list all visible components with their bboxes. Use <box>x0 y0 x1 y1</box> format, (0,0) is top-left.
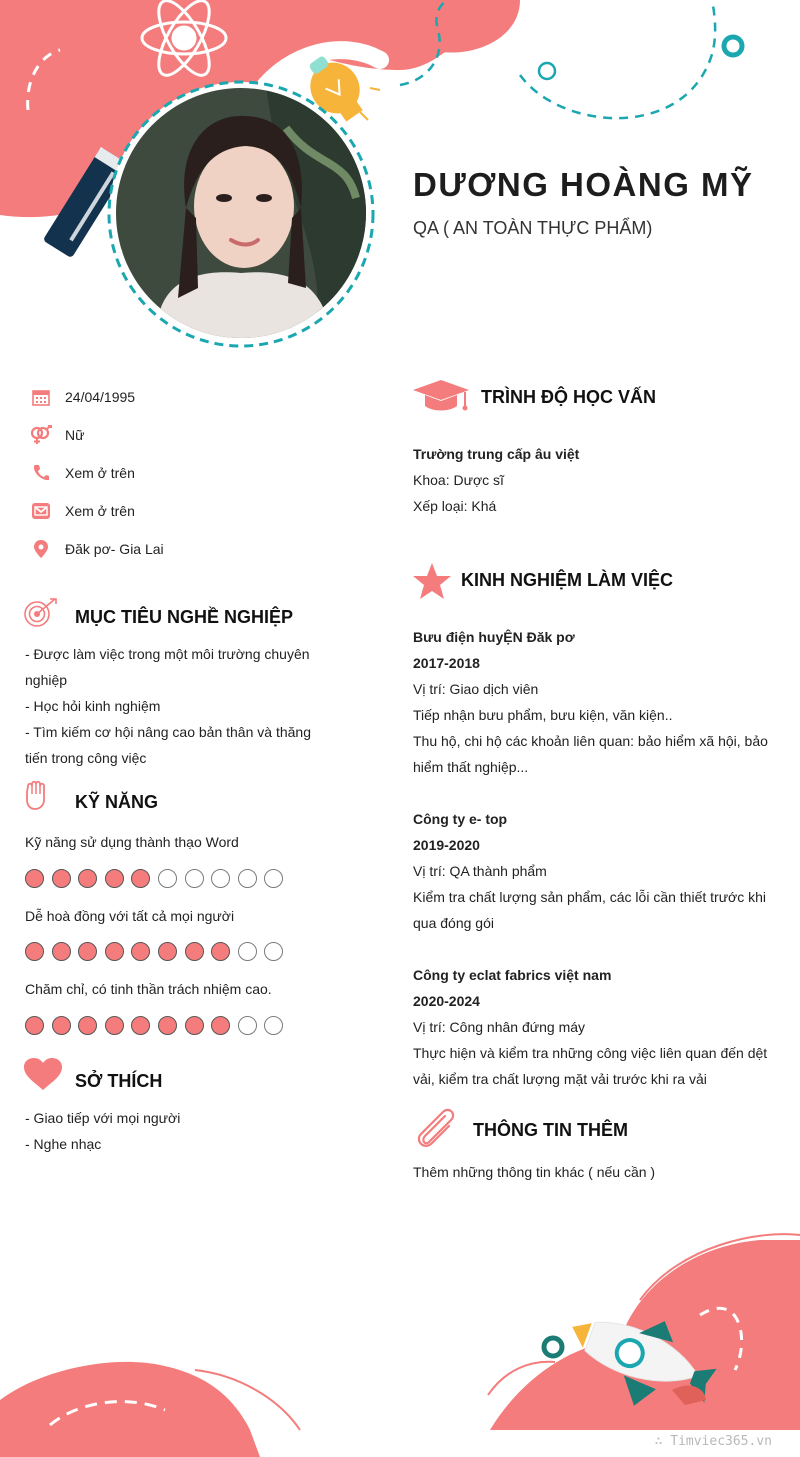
rating-dot-filled <box>211 1016 230 1035</box>
rating-dot-filled <box>185 1016 204 1035</box>
star-icon <box>413 563 451 604</box>
education-block <box>413 441 579 519</box>
job-detail: Vị trí: Giao dịch viên <box>413 681 539 697</box>
rating-dot-empty <box>238 869 257 888</box>
rating-dot-filled <box>131 869 150 888</box>
rating-dot-filled <box>211 942 230 961</box>
rating-dot-filled <box>52 942 71 961</box>
rating-dot-empty <box>264 942 283 961</box>
rating-dot-empty <box>238 1016 257 1035</box>
birthday-text: 24/04/1995 <box>65 389 136 405</box>
rating-dot-filled <box>52 1016 71 1035</box>
objective-line: - Học hỏi kinh nghiệm <box>25 698 161 714</box>
job-detail: hiểm thất nghiệp... <box>413 759 529 775</box>
objective-line: tiến trong công việc <box>25 750 147 766</box>
job-detail: Thực hiện và kiểm tra những công việc liên quan đến dệt <box>413 1045 768 1061</box>
skill-rating <box>25 869 283 888</box>
rating-dot-filled <box>25 869 44 888</box>
objective-line: - Tìm kiếm cơ hội nâng cao bản thân và thăng <box>25 724 311 740</box>
candidate-name: DƯƠNG HOÀNG MỸ <box>413 166 754 203</box>
objective-title: MỤC TIÊU NGHỀ NGHIỆP <box>75 607 294 627</box>
gender-text: Nữ <box>65 427 85 443</box>
rating-dot-empty <box>238 942 257 961</box>
education-title: TRÌNH ĐỘ HỌC VẤN <box>481 387 656 407</box>
additional-text: Thêm những thông tin khác ( nếu cần ) <box>413 1164 656 1180</box>
job-entry <box>413 806 783 936</box>
rating-dot-filled <box>52 869 71 888</box>
heart-icon <box>24 1058 62 1095</box>
job-detail: Vị trí: QA thành phẩm <box>413 863 547 879</box>
job-detail: qua đóng gói <box>413 915 494 931</box>
rating-dot-empty <box>211 869 230 888</box>
rating-dot-empty <box>264 1016 283 1035</box>
address-row <box>30 536 330 562</box>
birthday-row <box>30 384 330 410</box>
skills-title: KỸ NĂNG <box>75 792 159 812</box>
job-detail: Tiếp nhận bưu phẩm, bưu kiện, văn kiện.. <box>413 707 673 723</box>
profile-photo <box>116 88 366 338</box>
job-title: QA ( AN TOÀN THỰC PHẨM) <box>413 218 653 238</box>
company-name: Công ty eclat fabrics việt nam <box>413 967 612 983</box>
job-entry <box>413 624 783 780</box>
rating-dot-filled <box>78 1016 97 1035</box>
job-period: 2017-2018 <box>413 655 480 671</box>
job-detail: Thu hộ, chi hộ các khoản liên quan: bảo hiểm xã hội, bảo <box>413 733 768 749</box>
hobbies-text <box>25 1105 180 1157</box>
company-name: Bưu điện huyỆN Đăk pơ <box>413 629 575 645</box>
watermark: ∴ Timviec365.vn <box>654 1434 772 1449</box>
rating-dot-empty <box>158 869 177 888</box>
graduation-cap-icon <box>413 380 469 419</box>
hobby-item: - Giao tiếp với mọi người <box>25 1110 181 1126</box>
rating-dot-filled <box>185 942 204 961</box>
skill-label: Dễ hoà đồng với tất cả mọi người <box>25 908 235 924</box>
skill-rating <box>25 1016 283 1035</box>
rating-dot-filled <box>105 869 124 888</box>
objective-line: nghiệp <box>25 672 68 688</box>
company-name: Công ty e- top <box>413 811 508 827</box>
address-text: Đăk pơ- Gia Lai <box>65 541 164 557</box>
gender-icon <box>30 424 52 446</box>
job-detail: vải, kiểm tra chất lượng mặt vải trước khi ra vải <box>413 1071 707 1087</box>
email-text: Xem ở trên <box>65 503 135 519</box>
skill-label: Chăm chỉ, có tinh thần trách nhiệm cao. <box>25 981 272 997</box>
phone-row <box>30 460 330 486</box>
calendar-icon <box>30 386 52 408</box>
gender-row <box>30 422 330 448</box>
rating-dot-filled <box>105 942 124 961</box>
experience-title: KINH NGHIỆM LÀM VIỆC <box>461 570 674 590</box>
education-major: Khoa: Dược sĩ <box>413 472 504 488</box>
objective-line: - Được làm việc trong một môi trường chuyên <box>25 646 310 662</box>
objective-text <box>25 641 325 771</box>
skill-label: Kỹ năng sử dụng thành thạo Word <box>25 834 239 850</box>
email-icon <box>30 500 52 522</box>
phone-text: Xem ở trên <box>65 465 135 481</box>
rating-dot-filled <box>105 1016 124 1035</box>
job-period: 2019-2020 <box>413 837 480 853</box>
additional-title: THÔNG TIN THÊM <box>473 1120 628 1140</box>
hobbies-title: SỞ THÍCH <box>75 1071 163 1091</box>
rating-dot-filled <box>131 942 150 961</box>
rating-dot-filled <box>78 942 97 961</box>
rating-dot-filled <box>25 1016 44 1035</box>
location-pin-icon <box>30 538 52 560</box>
rating-dot-filled <box>25 942 44 961</box>
fist-icon <box>24 780 48 815</box>
target-icon <box>24 598 58 633</box>
paperclip-icon <box>415 1108 459 1155</box>
job-period: 2020-2024 <box>413 993 480 1009</box>
email-row <box>30 498 330 524</box>
rating-dot-empty <box>264 869 283 888</box>
phone-icon <box>30 462 52 484</box>
job-detail: Kiểm tra chất lượng sản phẩm, các lỗi cần thiết trước khi <box>413 889 767 905</box>
rating-dot-filled <box>131 1016 150 1035</box>
education-grade: Xếp loại: Khá <box>413 498 497 514</box>
school-name: Trường trung cấp âu việt <box>413 446 580 462</box>
job-detail: Vị trí: Công nhân đứng máy <box>413 1019 586 1035</box>
hobby-item: - Nghe nhạc <box>25 1136 102 1152</box>
job-entry <box>413 962 783 1092</box>
rating-dot-filled <box>158 942 177 961</box>
rating-dot-empty <box>185 869 204 888</box>
rating-dot-filled <box>78 869 97 888</box>
skill-rating <box>25 942 283 961</box>
rating-dot-filled <box>158 1016 177 1035</box>
